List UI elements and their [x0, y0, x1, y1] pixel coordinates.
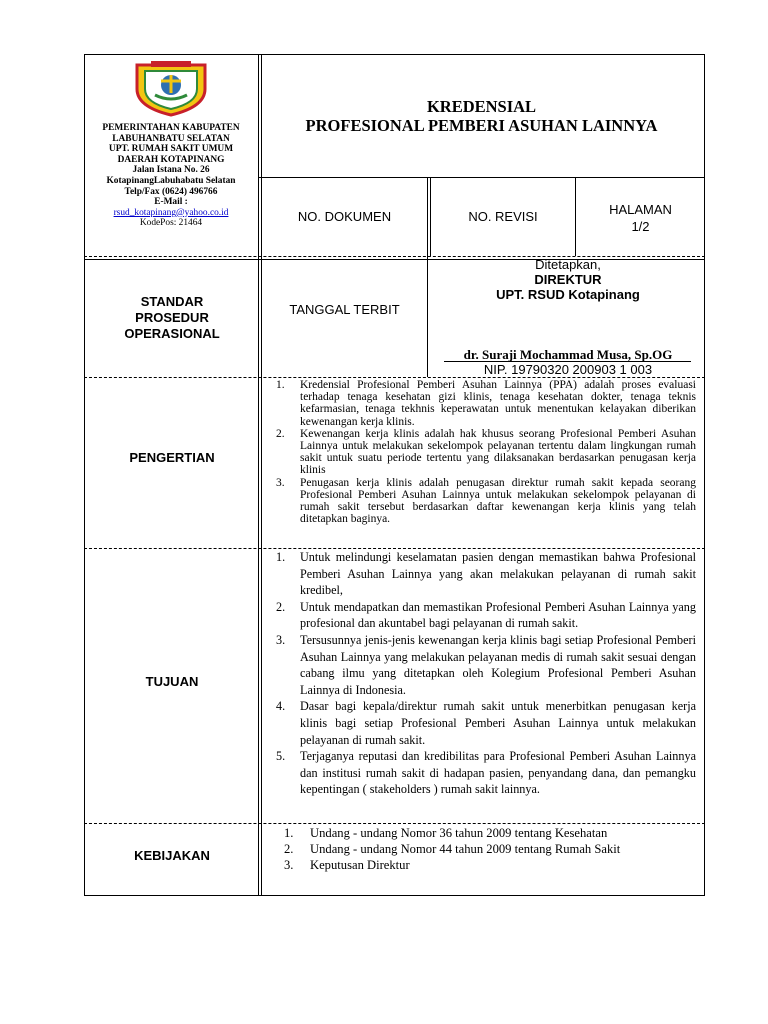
- list-number: 3.: [276, 476, 285, 489]
- pengertian-label: PENGERTIAN: [129, 450, 215, 465]
- list-item: [270, 841, 696, 857]
- ditetapkan-text: Ditetapkan,: [535, 257, 601, 272]
- no-revisi-label: NO. REVISI: [468, 209, 538, 224]
- list-item: [270, 857, 696, 873]
- institution-line: UPT. RUMAH SAKIT UMUM: [108, 144, 234, 155]
- list-number: 1.: [284, 826, 294, 840]
- list-number: 1.: [276, 550, 286, 564]
- list-item: [262, 698, 696, 748]
- sop-bottom-divider: [84, 377, 705, 378]
- direktur-text: DIREKTUR: [534, 272, 602, 287]
- list-item: [262, 632, 696, 698]
- list-text: Kredensial Profesional Pemberi Asuhan Lainnya (PPA) adalah proses evaluasi terhadap tenaga kesehatan gizi klinis, tenaga kesehatan dokter, tenaga teknis kefarmasian, tenaga tekhnis keperawatan untuk menentukan kelayakan diberikan kewenangan kerja klinis.: [300, 379, 696, 428]
- institution-line: E-Mail :: [154, 197, 188, 208]
- list-item: [262, 549, 696, 599]
- halaman-value: 1/2: [631, 219, 650, 234]
- list-item: [262, 599, 696, 632]
- list-text: Keputusan Direktur: [310, 858, 410, 873]
- list-text: Untuk mendapatkan dan memastikan Profesional Pemberi Asuhan Lainnya yang profesional dan akuntabel bagi pelayanan di rumah sakit.: [300, 599, 696, 631]
- col-divider-2: [427, 177, 428, 377]
- tujuan-list: [262, 549, 696, 798]
- header-title-divider: [258, 177, 705, 178]
- list-text: Untuk melindungi keselamatan pasien dengan memastikan bahwa Profesional Pemberi Asuhan Lainnya yang akan melakukan pelayanan di rumah sakit kredibel,: [300, 550, 696, 598]
- list-number: 3.: [284, 858, 294, 873]
- list-item: [262, 379, 696, 428]
- list-number: 1.: [276, 379, 285, 391]
- list-item: [262, 748, 696, 798]
- institution-block: [86, 123, 256, 229]
- list-text: Undang - undang Nomor 36 tahun 2009 tentang Kesehatan: [310, 826, 608, 840]
- list-number: 5.: [276, 749, 286, 764]
- upt-text: UPT. RSUD Kotapinang: [496, 287, 640, 302]
- email-link[interactable]: rsud_kotapinang@yahoo.co.id: [113, 207, 229, 218]
- list-number: 4.: [276, 699, 286, 714]
- list-text: Penugasan kerja klinis adalah penugasan direktur rumah sakit kepada seorang Profesional Pemberi Asuhan Lainnya untuk melakukan sekelompok pelayanan di rumah sakit tersebut berdasarkan daftar kewenangan kerja klinis yang telah ditetapkan baginya.: [300, 476, 696, 526]
- nip-text: NIP. 19790320 200903 1 003: [483, 362, 653, 377]
- list-text: Kewenangan kerja klinis adalah hak khusus seorang Profesional Pemberi Asuhan Lainnya untuk melakukan sekelompok pelayanan tertentu dalam lingkungan rumah sakit untuk suatu periode tertentu yang dilaksanakan berdasarkan penugasan kerja klinis: [300, 427, 696, 477]
- pengertian-list: [262, 379, 696, 525]
- list-item: [262, 428, 696, 477]
- tujuan-bottom-divider: [84, 823, 705, 824]
- institution-line: Telp/Fax (0624) 496766: [124, 186, 218, 197]
- list-number: 3.: [276, 632, 286, 647]
- tanggal-terbit-label: TANGGAL TERBIT: [289, 302, 400, 317]
- institution-line: DAERAH KOTAPINANG: [117, 154, 225, 165]
- institution-line: KotapinangLabuhabatu Selatan: [106, 175, 236, 186]
- list-number: 2.: [276, 599, 286, 614]
- title-line-1: KREDENSIAL: [426, 97, 537, 116]
- ditetapkan-block: [431, 257, 705, 302]
- list-item: [270, 825, 696, 841]
- list-item: [262, 477, 696, 526]
- halaman-label: HALAMAN: [609, 202, 672, 217]
- column-divider: [258, 54, 259, 896]
- no-dokumen-label: NO. DOKUMEN: [297, 209, 392, 224]
- list-text: Tersusunnya jenis-jenis kewenangan kerja klinis bagi setiap Profesional Pemberi Asuhan Lainnya yang melakukan pelayanan medis di rumah sakit sesuai dengan cabang ilmu yang ditetapkan oleh Kolegium Profesional Pemberi Asuhan Lainnya di Indonesia.: [300, 632, 696, 697]
- kebijakan-label: KEBIJAKAN: [134, 848, 210, 863]
- sop-label: [86, 294, 258, 342]
- sop-label-line: PROSEDUR: [135, 310, 209, 325]
- list-text: Terjaganya reputasi dan kredibilitas para Profesional Pemberi Asuhan Lainnya dan institusi rumah sakit di hadapan pasien, penyandang dana, dan pemangku kepentingan ( stakeholders ) rumah sakit lainnya.: [300, 749, 696, 797]
- institution-line: LABUHANBATU SELATAN: [112, 133, 230, 144]
- list-text: Undang - undang Nomor 44 tahun 2009 tentang Rumah Sakit: [310, 842, 621, 857]
- title-line-2: PROFESIONAL PEMBERI ASUHAN LAINNYA: [305, 116, 658, 135]
- signatory-name: dr. Suraji Mochammad Musa, Sp.OG: [463, 347, 673, 362]
- kebijakan-list: [270, 825, 696, 874]
- document-title: [260, 97, 703, 135]
- postcode: KodePos: 21464: [139, 218, 203, 229]
- tujuan-label: TUJUAN: [145, 674, 199, 689]
- institution-line: Jalan Istana No. 26: [132, 165, 210, 176]
- institution-line: PEMERINTAHAN KABUPATEN: [102, 123, 240, 133]
- list-text: Dasar bagi kepala/direktur rumah sakit untuk menerbitkan penugasan kerja klinis bagi setiap Profesional Pemberi Asuhan Lainnya untuk melakukan pelayanan di rumah sakit.: [300, 699, 696, 747]
- sop-label-line: OPERASIONAL: [124, 326, 220, 341]
- list-number: 2.: [284, 842, 294, 857]
- hospital-logo: [133, 59, 209, 117]
- list-number: 2.: [276, 427, 285, 440]
- sop-label-line: STANDAR: [140, 294, 204, 309]
- halaman-cell: [576, 201, 705, 235]
